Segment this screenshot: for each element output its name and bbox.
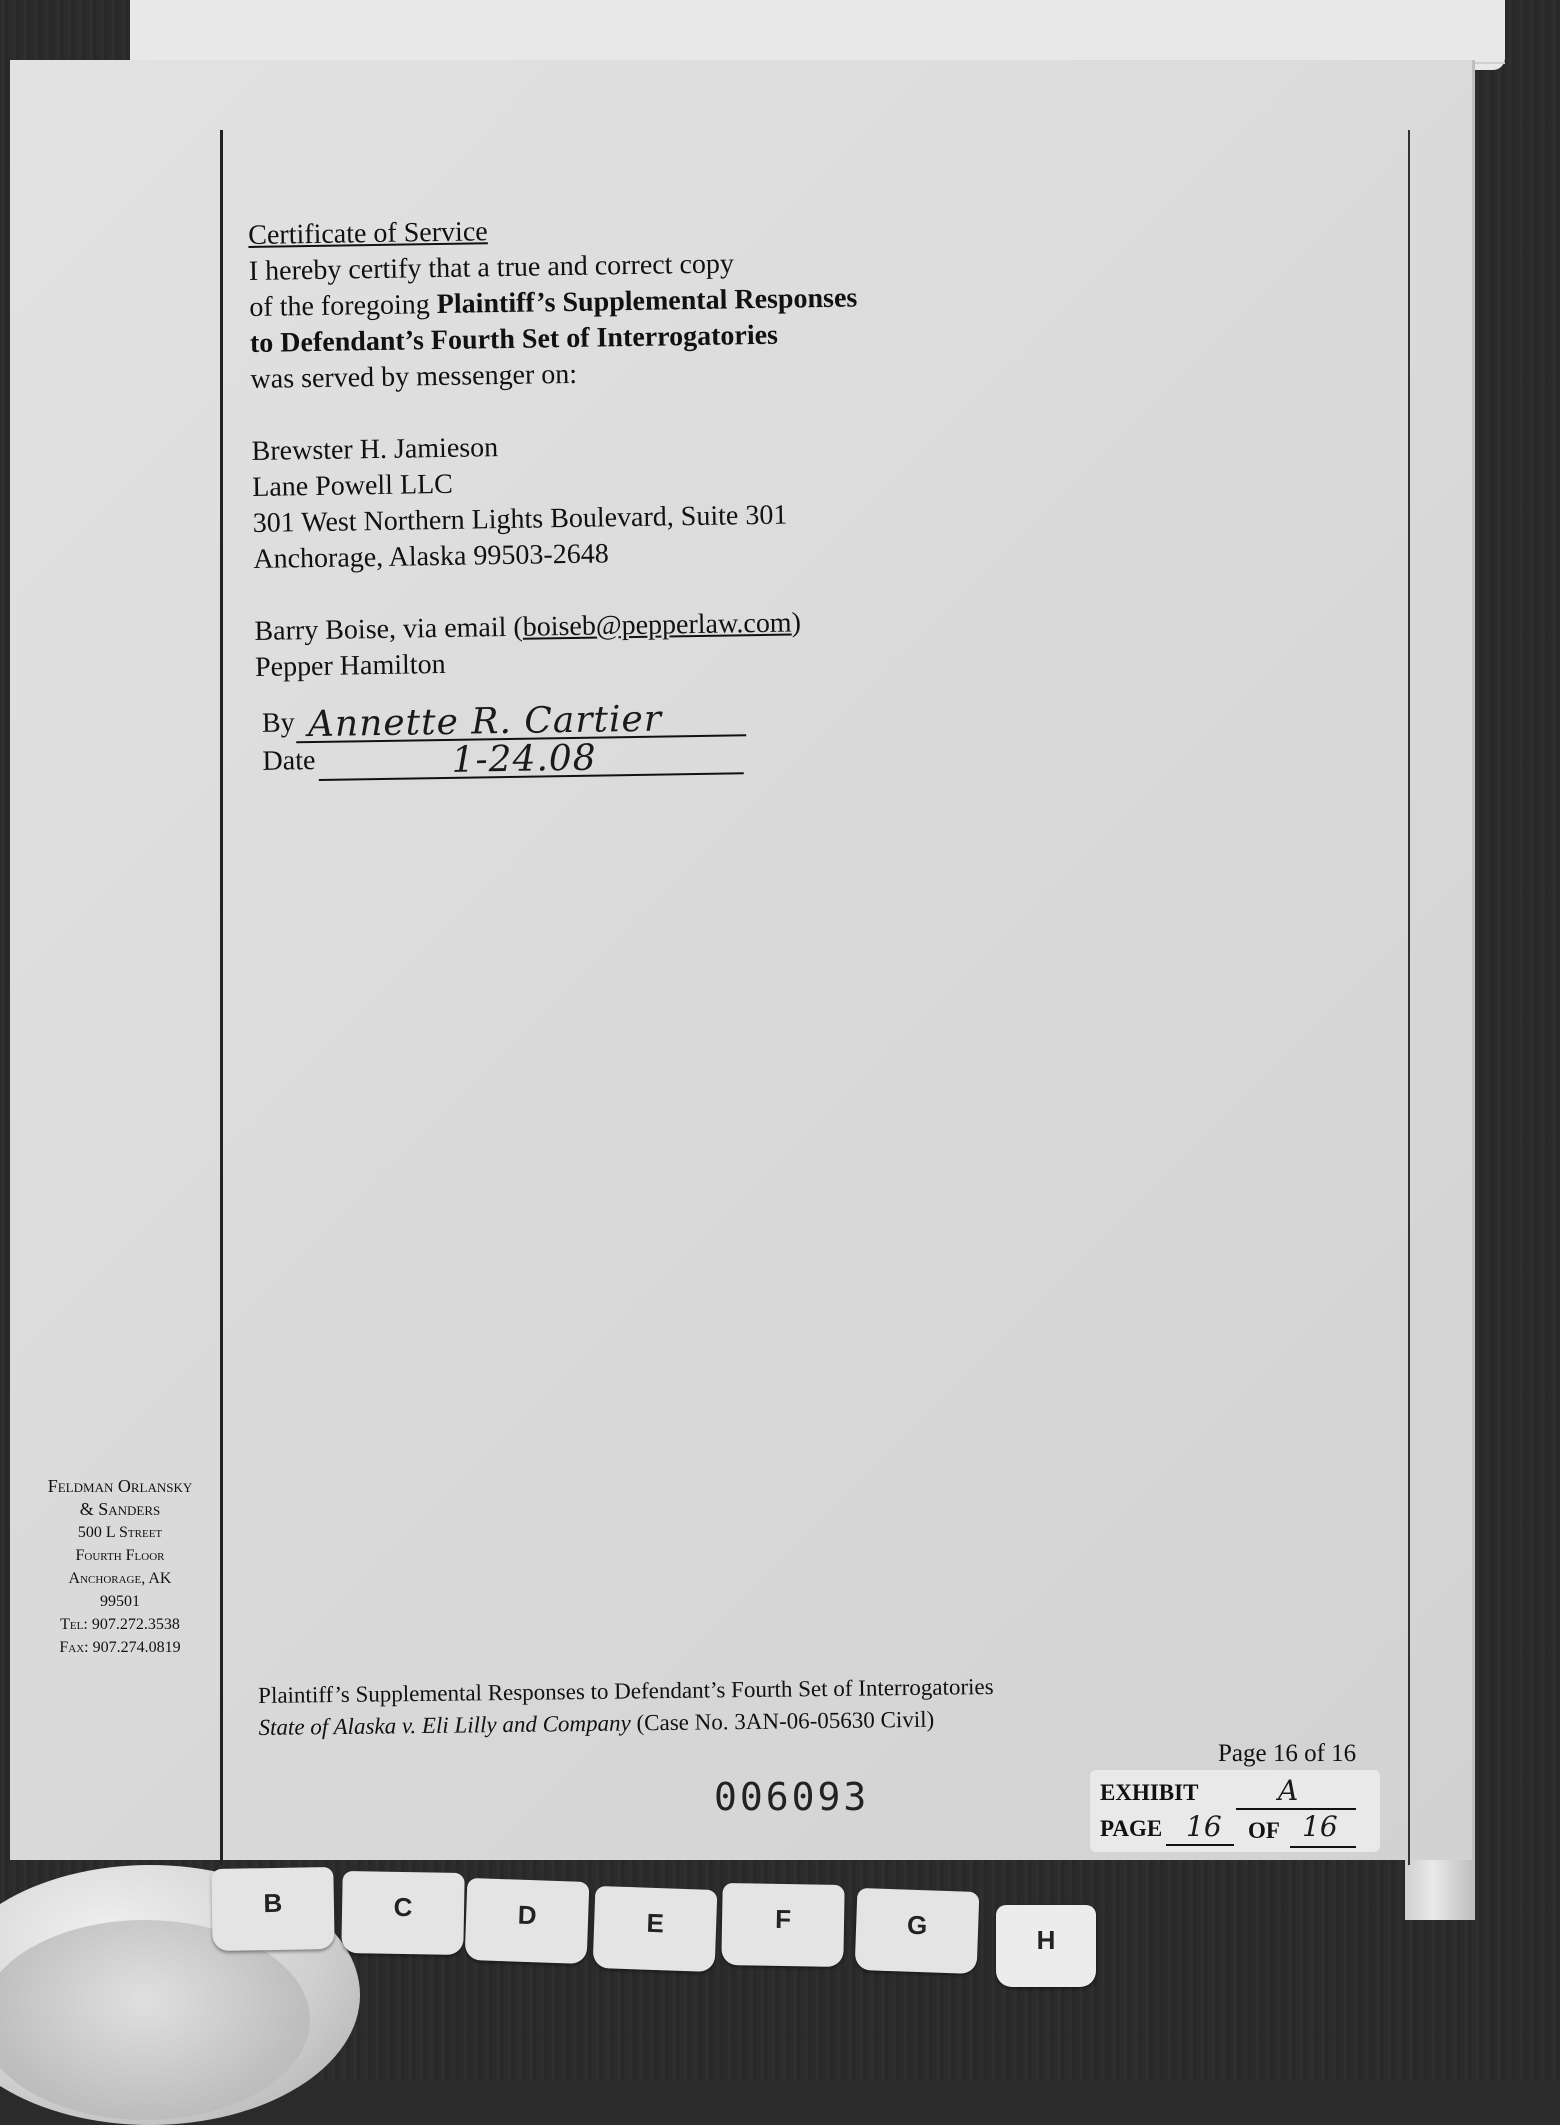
recipient1-firm: Lane Powell LLC	[251, 468, 454, 503]
exhibit-value: A	[1278, 1774, 1299, 1807]
index-tab-g[interactable]: G	[855, 1888, 980, 1974]
recipient1-name: Brewster H. Jamieson	[251, 432, 499, 467]
footer-caption	[258, 1669, 1159, 1744]
exhibit-label: EXHIBIT	[1100, 1780, 1199, 1805]
firm-zip: 99501	[100, 1593, 140, 1610]
firm-name-1: Feldman Orlansky	[47, 1476, 193, 1496]
exhibit-of-value: 16	[1302, 1810, 1338, 1843]
firm-floor: Fourth Floor	[75, 1547, 165, 1564]
exhibit-page-value: 16	[1186, 1810, 1222, 1843]
index-tab-e[interactable]: E	[593, 1886, 718, 1972]
document-title-part2: to Defendant’s Fourth Set of Interrogatories	[249, 319, 779, 359]
firm-fax: Fax: 907.274.0819	[59, 1639, 181, 1656]
index-tab-c[interactable]: C	[341, 1871, 464, 1955]
document-title-part1: Plaintiff’s Supplemental Responses	[436, 282, 858, 321]
page-number: Page 16 of 16	[1218, 1740, 1357, 1767]
right-margin-rule	[1408, 130, 1410, 1865]
firm-name-2: & Sanders	[79, 1499, 161, 1519]
footer-case: State of Alaska v. Eli Lilly and Company (Case No. 3AN-06-05630 Civil)	[258, 1706, 935, 1740]
certificate-heading: Certificate of Service	[248, 216, 488, 251]
bates-number: 006093	[714, 1775, 870, 1819]
exhibit-stamp	[1090, 1770, 1380, 1852]
footer-title: Plaintiff’s Supplemental Responses to Defendant’s Fourth Set of Interrogatories	[258, 1674, 994, 1708]
certificate-line-1: I hereby certify that a true and correct copy	[248, 248, 735, 287]
certificate-line-2: of the foregoing Plaintiff’s Supplemental Responses	[249, 282, 858, 323]
recipient1-address: 301 West Northern Lights Boulevard, Suite 301	[252, 499, 788, 539]
handwritten-signature: Annette R. Cartier	[307, 698, 663, 746]
recipient2-firm: Pepper Hamilton	[254, 648, 446, 683]
firm-street: 500 L Street	[77, 1524, 163, 1541]
firm-address-block	[20, 1475, 220, 1659]
date-label: Date	[262, 745, 316, 777]
left-margin-rule	[220, 130, 223, 1865]
index-tab-b[interactable]: B	[211, 1867, 334, 1951]
recipient1-city: Anchorage, Alaska 99503-2648	[253, 538, 609, 575]
exhibit-of-label: OF	[1248, 1818, 1280, 1843]
index-tab-f[interactable]: F	[721, 1883, 844, 1967]
by-label: By	[261, 707, 295, 739]
firm-city: Anchorage, AK	[68, 1570, 172, 1587]
exhibit-page-label: PAGE	[1100, 1816, 1163, 1841]
recipient2-line: Barry Boise, via email (boiseb@pepperlaw.com)	[254, 607, 802, 647]
handwritten-date: 1-24.08	[451, 737, 597, 781]
recipient2-email: boiseb@pepperlaw.com	[522, 607, 792, 643]
certificate-line-4: was served by messenger on:	[250, 358, 578, 395]
certificate-body	[248, 202, 1257, 782]
firm-tel: Tel: 907.272.3538	[60, 1616, 180, 1633]
index-tab-d[interactable]: D	[465, 1878, 590, 1964]
index-tab-h[interactable]: H	[996, 1905, 1096, 1987]
